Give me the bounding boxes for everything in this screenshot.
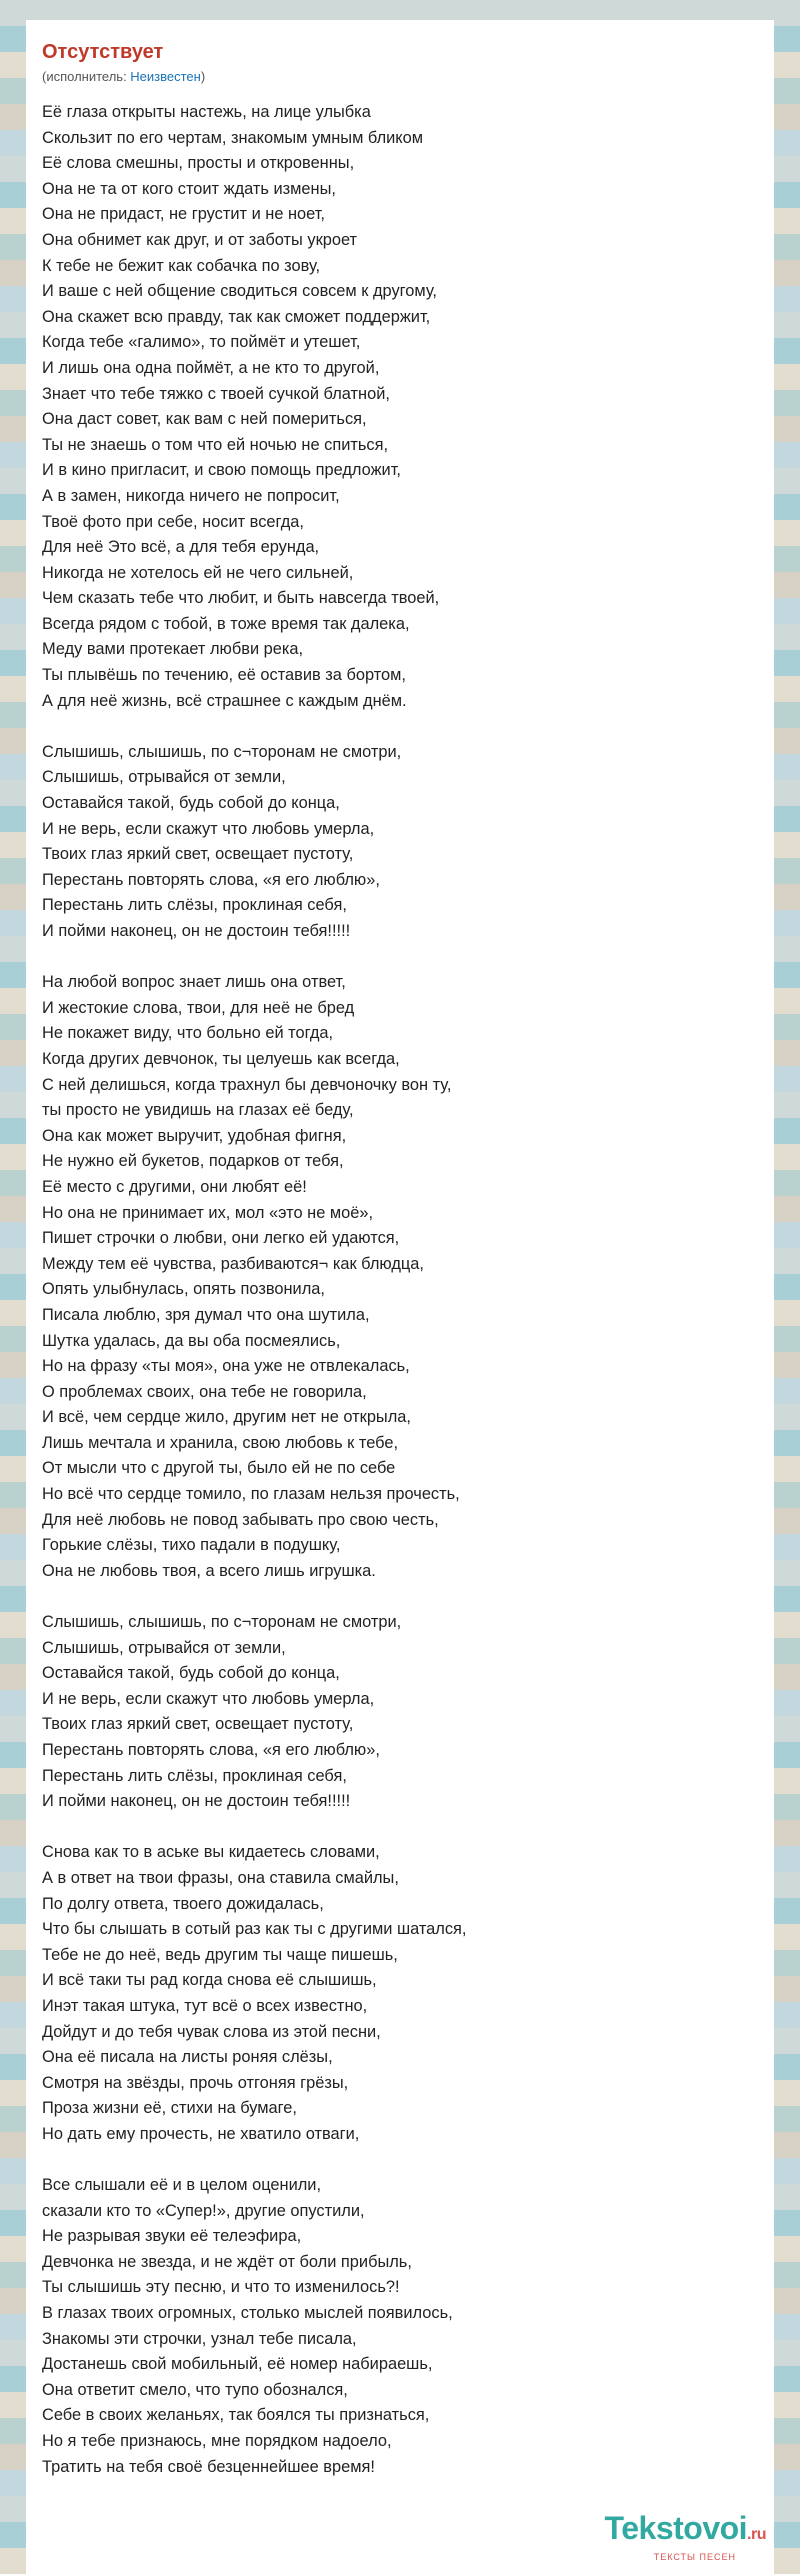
- lyric-line: Знакомы эти строчки, узнал тебе писала,: [42, 2329, 357, 2348]
- stanza: [42, 970, 756, 1584]
- song-title: Отсутствует: [42, 41, 164, 63]
- lyric-line: Она не любовь твоя, а всего лишь игрушка.: [42, 1561, 376, 1580]
- lyric-line: Когда других девчонок, ты целуешь как всегда,: [42, 1049, 400, 1068]
- lyric-line: Пишет строчки о любви, они легко ей удаются,: [42, 1229, 400, 1248]
- lyric-line: Всегда рядом с тобой, в тоже время так далека,: [42, 614, 410, 633]
- lyric-line: Она не придаст, не грустит и не ноет,: [42, 205, 325, 224]
- lyric-line: Для неё любовь не повод забывать про свою честь,: [42, 1510, 439, 1529]
- lyric-line: Перестань повторять слова, «я его люблю»,: [42, 1741, 380, 1759]
- stanza: [42, 1610, 756, 1815]
- lyric-line: Тебе не до неё, ведь другим ты чаще пишешь,: [42, 1945, 398, 1964]
- logo-wordmark: [605, 2511, 766, 2552]
- lyric-line: Никогда не хотелось ей не чего сильней,: [42, 563, 354, 582]
- lyric-line: Между тем её чувства, разбиваются¬ как блюдца,: [42, 1254, 424, 1273]
- performer-suffix: ): [200, 69, 206, 84]
- lyric-line: А в замен, никогда ничего не попросит,: [42, 486, 340, 505]
- lyric-line: Когда тебе «галимо», то поймёт и утешет,: [42, 333, 361, 352]
- lyric-line: И ваше с ней общение сводиться совсем к другому,: [42, 282, 437, 301]
- lyric-line: Знает что тебе тяжко с твоей сучкой блатной,: [42, 384, 390, 403]
- lyric-line: Себе в своих желаньях, так боялся ты признаться,: [42, 2406, 430, 2425]
- lyric-line: Лишь мечтала и хранила, свою любовь к тебе,: [42, 1433, 399, 1452]
- lyric-line: Перестань лить слёзы, проклиная себя,: [42, 1766, 347, 1785]
- lyric-line: В глазах твоих огромных, столько мыслей появилось,: [42, 2304, 453, 2323]
- performer-link[interactable]: Неизвестен: [130, 69, 201, 84]
- lyric-line: И всё, чем сердце жило, другим нет не открыла,: [42, 1408, 411, 1427]
- lyric-line: С ней делишься, когда трахнул бы девчоночку вон ту,: [42, 1075, 452, 1094]
- lyric-line: От мысли что с другой ты, было ей не по себе: [42, 1459, 396, 1478]
- lyric-line: Твоих глаз яркий свет, освещает пустоту,: [42, 1715, 354, 1734]
- lyric-line: Горькие слёзы, тихо падали в подушку,: [42, 1536, 341, 1555]
- lyric-line: И в кино пригласит, и свою помощь предложит,: [42, 461, 401, 480]
- stanza: [42, 2173, 756, 2480]
- lyric-line: Но дать ему прочесть, не хватило отваги,: [42, 2124, 360, 2143]
- lyric-line: Она ответит смело, что тупо обознался,: [42, 2380, 348, 2399]
- lyric-line: сказали кто то «Супер!», другие опустили,: [42, 2201, 365, 2220]
- lyric-line: Инэт такая штука, тут всё о всех известно,: [42, 1996, 368, 2015]
- lyric-line: Её место с другими, они любят её!: [42, 1177, 307, 1196]
- lyric-line: Девчонка не звезда, и не ждёт от боли прибыль,: [42, 2252, 412, 2271]
- lyric-line: Чем сказать тебе что любит, и быть навсегда твоей,: [42, 589, 440, 608]
- site-logo[interactable]: [605, 2511, 766, 2562]
- lyric-line: ты просто не увидишь на глазах её беду,: [42, 1101, 354, 1120]
- lyric-line: Перестань лить слёзы, проклиная себя,: [42, 896, 347, 915]
- lyric-line: Её слова смешны, просты и откровенны,: [42, 154, 355, 173]
- lyric-line: А для неё жизнь, всё страшнее с каждым днём.: [42, 691, 407, 710]
- stanza: [42, 1840, 756, 2147]
- lyric-line: Но она не принимает их, мол «это не моё»,: [42, 1203, 374, 1222]
- lyric-line: На любой вопрос знает лишь она ответ,: [42, 973, 346, 992]
- lyric-line: Проза жизни её, стихи на бумаге,: [42, 2099, 297, 2118]
- lyric-line: Слышишь, слышишь, по с¬торонам не смотри,: [42, 742, 402, 761]
- lyric-line: По долгу ответа, твоего дожидалась,: [42, 1894, 324, 1913]
- lyric-line: Дойдут и до тебя чувак слова из этой песни,: [42, 2022, 381, 2041]
- lyric-line: Перестань повторять слова, «я его люблю»,: [42, 870, 380, 889]
- logo-tld: .ru: [747, 2526, 766, 2543]
- lyric-line: Не покажет виду, что больно ей тогда,: [42, 1024, 334, 1043]
- lyric-line: А в ответ на твои фразы, она ставила смайлы,: [42, 1868, 399, 1887]
- lyric-line: И не верь, если скажут что любовь умерла,: [42, 819, 375, 838]
- lyric-line: К тебе не бежит как собачка по зову,: [42, 256, 321, 275]
- lyrics-body: [42, 100, 756, 2480]
- lyric-line: Что бы слышать в сотый раз как ты с другими шатался,: [42, 1920, 467, 1939]
- logo-tagline: ТЕКСТЫ ПЕСЕН: [653, 2552, 736, 2562]
- lyric-line: Её глаза открыты настежь, на лице улыбка: [42, 103, 371, 121]
- lyric-line: Ты не знаешь о том что ей ночью не спиться,: [42, 435, 389, 454]
- lyric-line: Опять улыбнулась, опять позвонила,: [42, 1280, 325, 1299]
- lyric-line: Она как может выручит, удобная фигня,: [42, 1126, 347, 1145]
- lyric-line: И всё таки ты рад когда снова её слышишь,: [42, 1971, 377, 1990]
- lyric-line: Скользит по его чертам, знакомым умным бликом: [42, 128, 424, 147]
- lyric-line: Писала люблю, зря думал что она шутила,: [42, 1305, 370, 1324]
- lyric-line: Тратить на тебя своё безценнейшее время!: [42, 2457, 375, 2476]
- lyric-line: Оставайся такой, будь собой до конца,: [42, 794, 340, 813]
- lyric-line: И лишь она одна поймёт, а не кто то другой,: [42, 358, 380, 377]
- lyric-line: Смотря на звёзды, прочь отгоняя грёзы,: [42, 2073, 349, 2092]
- performer-line: [42, 68, 756, 86]
- lyric-line: Снова как то в аське вы кидаетесь словами,: [42, 1843, 380, 1862]
- lyric-line: Ты слышишь эту песню, и что то изменилось?!: [42, 2278, 400, 2297]
- lyric-line: Шутка удалась, да вы оба посмеялись,: [42, 1331, 341, 1350]
- lyric-line: Меду вами протекает любви река,: [42, 640, 304, 659]
- lyric-line: Но на фразу «ты моя», она уже не отвлекалась,: [42, 1357, 410, 1376]
- lyric-line: Но я тебе признаюсь, мне порядком надоело,: [42, 2432, 392, 2451]
- lyric-line: И не верь, если скажут что любовь умерла,: [42, 1689, 375, 1708]
- lyric-line: О проблемах своих, она тебе не говорила,: [42, 1382, 367, 1401]
- lyric-line: И пойми наконец, он не достоин тебя!!!!!: [42, 922, 351, 940]
- lyric-line: Для неё Это всё, а для тебя ерунда,: [42, 538, 320, 557]
- lyric-line: Слышишь, отрывайся от земли,: [42, 768, 286, 787]
- lyric-line: Не разрывая звуки её телеэфира,: [42, 2227, 302, 2246]
- lyric-line: Она не та от кого стоит ждать измены,: [42, 179, 336, 198]
- lyric-line: Твоих глаз яркий свет, освещает пустоту,: [42, 845, 354, 864]
- performer-prefix: (исполнитель:: [42, 69, 131, 84]
- lyric-line: Твоё фото при себе, носит всегда,: [42, 512, 304, 531]
- lyric-line: И жестокие слова, твои, для неё не бред: [42, 998, 355, 1017]
- lyric-line: Она обнимет как друг, и от заботы укроет: [42, 230, 358, 249]
- lyrics-card: [26, 20, 774, 2574]
- lyric-line: Она скажет всю правду, так как сможет поддержит,: [42, 307, 431, 326]
- lyric-line: Она её писала на листы роняя слёзы,: [42, 2048, 333, 2067]
- lyric-line: Ты плывёшь по течению, её оставив за бортом,: [42, 666, 406, 685]
- lyric-line: Достанешь свой мобильный, её номер набираешь,: [42, 2355, 433, 2374]
- lyric-line: Оставайся такой, будь собой до конца,: [42, 1664, 340, 1683]
- lyric-line: Не нужно ей букетов, подарков от тебя,: [42, 1152, 344, 1171]
- stanza: [42, 100, 756, 714]
- lyric-line: Она даст совет, как вам с ней помериться,: [42, 410, 367, 429]
- lyric-line: Слышишь, слышишь, по с¬торонам не смотри,: [42, 1613, 402, 1632]
- lyric-line: Но всё что сердце томило, по глазам нельзя прочесть,: [42, 1485, 460, 1504]
- lyric-line: Все слышали её и в целом оценили,: [42, 2176, 322, 2195]
- stanza: [42, 740, 756, 945]
- logo-main-text: Tekstovoi: [604, 2510, 748, 2546]
- lyric-line: И пойми наконец, он не достоин тебя!!!!!: [42, 1792, 351, 1811]
- lyric-line: Слышишь, отрывайся от земли,: [42, 1638, 286, 1657]
